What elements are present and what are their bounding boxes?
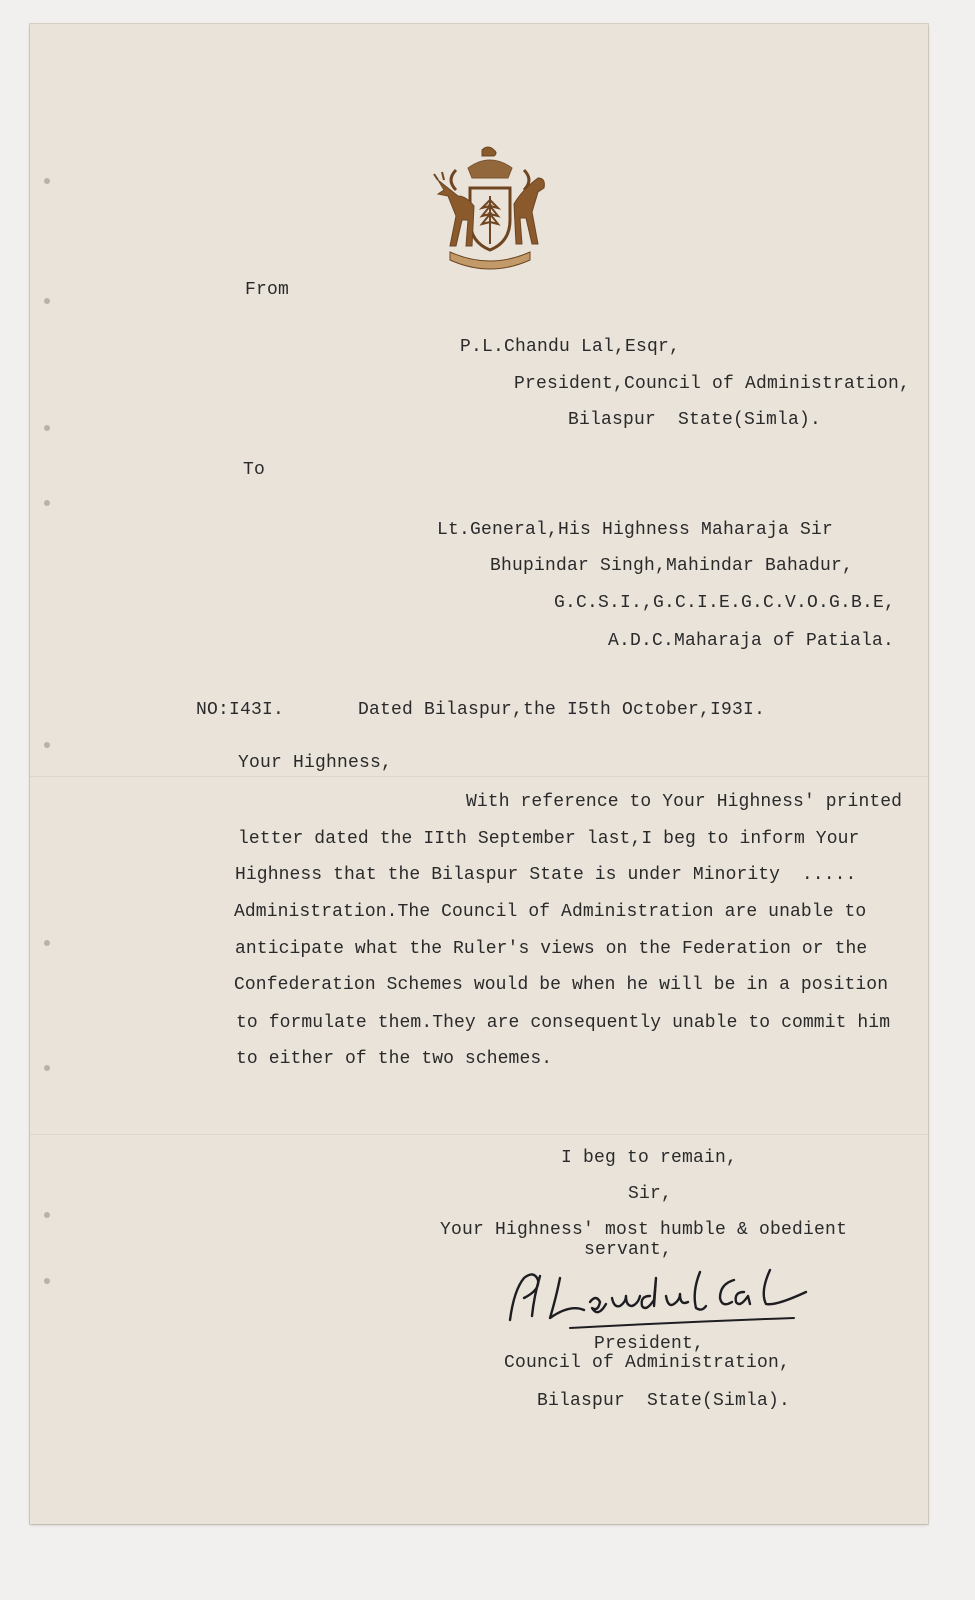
punch-hole: [44, 425, 50, 431]
body-line: anticipate what the Ruler's views on the Federation or the: [235, 939, 868, 959]
punch-hole: [44, 298, 50, 304]
from-label: From: [245, 280, 290, 300]
closing-line-4: servant,: [584, 1240, 673, 1260]
fold-line: [30, 776, 928, 777]
handwritten-signature: [500, 1262, 830, 1342]
sender-title: President,Council of Administration,: [514, 374, 911, 394]
closing-line-2: Sir,: [628, 1184, 673, 1204]
punch-hole: [44, 940, 50, 946]
signatory-place: Bilaspur State(Simla).: [537, 1391, 791, 1411]
recipient-line-3: G.C.S.I.,G.C.I.E.G.C.V.O.G.B.E,: [554, 593, 896, 613]
punch-hole: [44, 1212, 50, 1218]
body-line: With reference to Your Highness' printed: [466, 792, 903, 812]
punch-hole: [44, 178, 50, 184]
sender-place: Bilaspur State(Simla).: [568, 410, 822, 430]
body-line: Confederation Schemes would be when he will be in a position: [234, 975, 889, 995]
fold-line: [30, 1134, 928, 1135]
recipient-line-1: Lt.General,His Highness Maharaja Sir: [437, 520, 834, 540]
bilaspur-state-crest-icon: [420, 140, 560, 280]
body-line: to formulate them.They are consequently unable to commit him: [236, 1013, 891, 1033]
punch-hole: [44, 742, 50, 748]
to-label: To: [243, 460, 266, 480]
body-line: Administration.The Council of Administration are unable to: [234, 902, 867, 922]
sender-name: P.L.Chandu Lal,Esqr,: [460, 337, 681, 357]
salutation: Your Highness,: [238, 753, 393, 773]
punch-hole: [44, 1065, 50, 1071]
body-line: to either of the two schemes.: [236, 1049, 553, 1069]
body-line: letter dated the IIth September last,I beg to inform Your: [238, 829, 860, 849]
punch-hole: [44, 500, 50, 506]
letter-date: Dated Bilaspur,the I5th October,I93I.: [358, 700, 766, 720]
signatory-title: President,: [594, 1334, 705, 1354]
body-line: Highness that the Bilaspur State is under Minority .....: [235, 865, 857, 885]
letter-number: NO:I43I.: [196, 700, 285, 720]
recipient-line-4: A.D.C.Maharaja of Patiala.: [608, 631, 895, 651]
closing-line-3: Your Highness' most humble & obedient: [440, 1220, 848, 1240]
punch-hole: [44, 1278, 50, 1284]
closing-line-1: I beg to remain,: [561, 1148, 738, 1168]
signatory-office: Council of Administration,: [504, 1353, 791, 1373]
recipient-line-2: Bhupindar Singh,Mahindar Bahadur,: [490, 556, 854, 576]
